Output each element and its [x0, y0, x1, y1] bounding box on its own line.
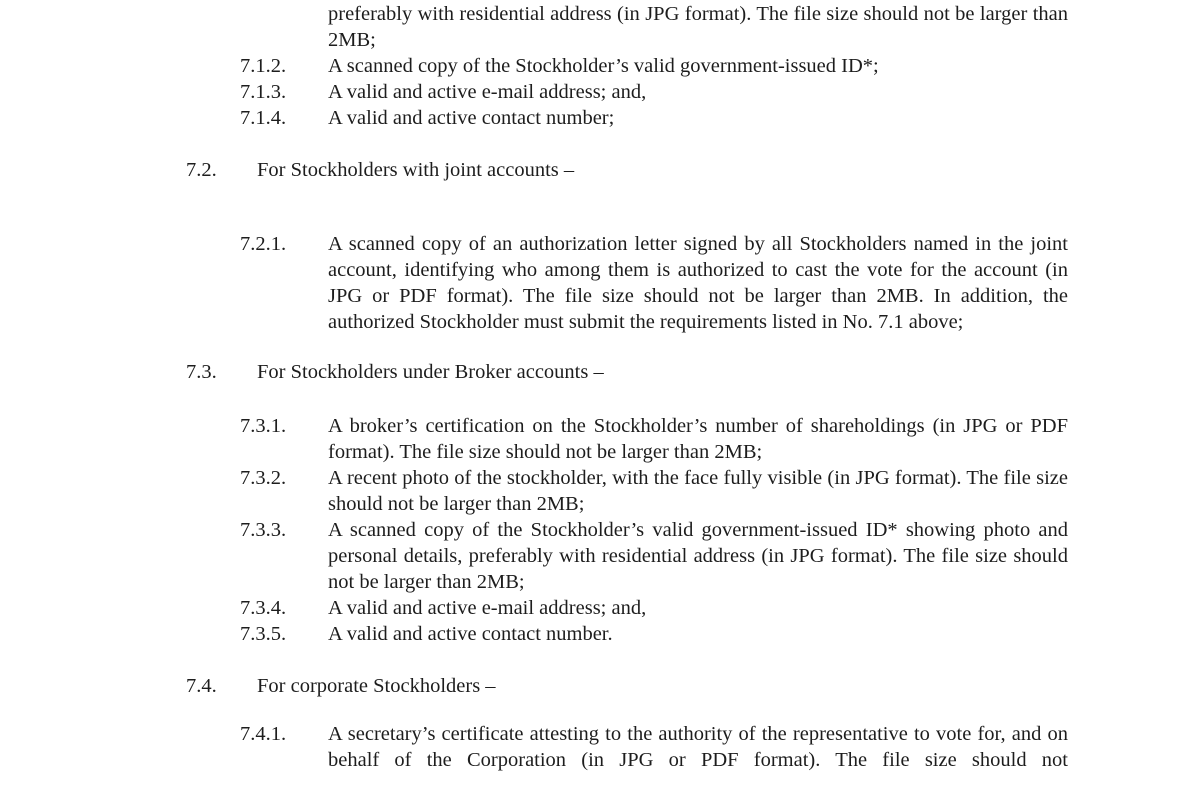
section-heading-74: [0, 673, 1200, 699]
list-item-721: [0, 231, 1200, 335]
paragraph-continuation-text: preferably with residential address (in JPG format). The file size should not be larger than 2MB;: [328, 3, 1068, 51]
section-number: 7.4.: [186, 675, 217, 697]
section-number: 7.3.: [186, 361, 217, 383]
list-item-741: [0, 721, 1200, 773]
list-item-number: 7.3.3.: [240, 519, 287, 541]
list-item-number: 7.3.5.: [240, 623, 287, 645]
section-title: For Stockholders with joint accounts –: [257, 159, 575, 181]
list-item-text: A valid and active contact number;: [328, 107, 615, 129]
section-title: For corporate Stockholders –: [257, 675, 496, 697]
list-item-number: 7.3.4.: [240, 597, 287, 619]
list-item-number: 7.1.4.: [240, 107, 287, 129]
list-item-text: A valid and active e-mail address; and,: [328, 597, 647, 619]
list-item-number: 7.1.3.: [240, 81, 287, 103]
list-item-732: [0, 465, 1200, 517]
list-item-text: A scanned copy of the Stockholder’s valid government-issued ID* showing photo and personal details, preferably with residential address (in JPG format). The file size should not be larger than 2MB;: [328, 519, 1068, 593]
list-item-735: [0, 621, 1200, 647]
list-item-731: [0, 413, 1200, 465]
list-item-712: [0, 53, 1200, 79]
paragraph-continuation: [0, 1, 1200, 53]
list-item-number: 7.3.1.: [240, 415, 287, 437]
list-item-text: A valid and active contact number.: [328, 623, 613, 645]
section-heading-72: [0, 157, 1200, 183]
list-item-text: A secretary’s certificate attesting to the authority of the representative to vote for, and on behalf of the Corporation (in JPG or PDF format). The file size should not: [328, 723, 1068, 771]
section-number: 7.2.: [186, 159, 217, 181]
list-item-number: 7.3.2.: [240, 467, 287, 489]
section-title: For Stockholders under Broker accounts –: [257, 361, 604, 383]
list-item-text: A scanned copy of an authorization letter signed by all Stockholders named in the joint account, identifying who among them is authorized to cast the vote for the account (in JPG or PDF format). The file size should not be larger than 2MB. In addition, the authorized Stockholder must submit the requirements listed in No. 7.1 above;: [328, 233, 1068, 333]
list-item-text: A recent photo of the stockholder, with the face fully visible (in JPG format). The file size should not be larger than 2MB;: [328, 467, 1068, 515]
list-item-733: [0, 517, 1200, 595]
list-item-number: 7.1.2.: [240, 55, 287, 77]
list-item-714: [0, 105, 1200, 131]
list-item-text: A broker’s certification on the Stockholder’s number of shareholdings (in JPG or PDF format). The file size should not be larger than 2MB;: [328, 415, 1068, 463]
list-item-text: A valid and active e-mail address; and,: [328, 81, 647, 103]
list-item-number: 7.2.1.: [240, 233, 287, 255]
list-item-text: A scanned copy of the Stockholder’s valid government-issued ID*;: [328, 55, 879, 77]
list-item-713: [0, 79, 1200, 105]
list-item-734: [0, 595, 1200, 621]
section-heading-73: [0, 359, 1200, 385]
list-item-number: 7.4.1.: [240, 723, 287, 745]
